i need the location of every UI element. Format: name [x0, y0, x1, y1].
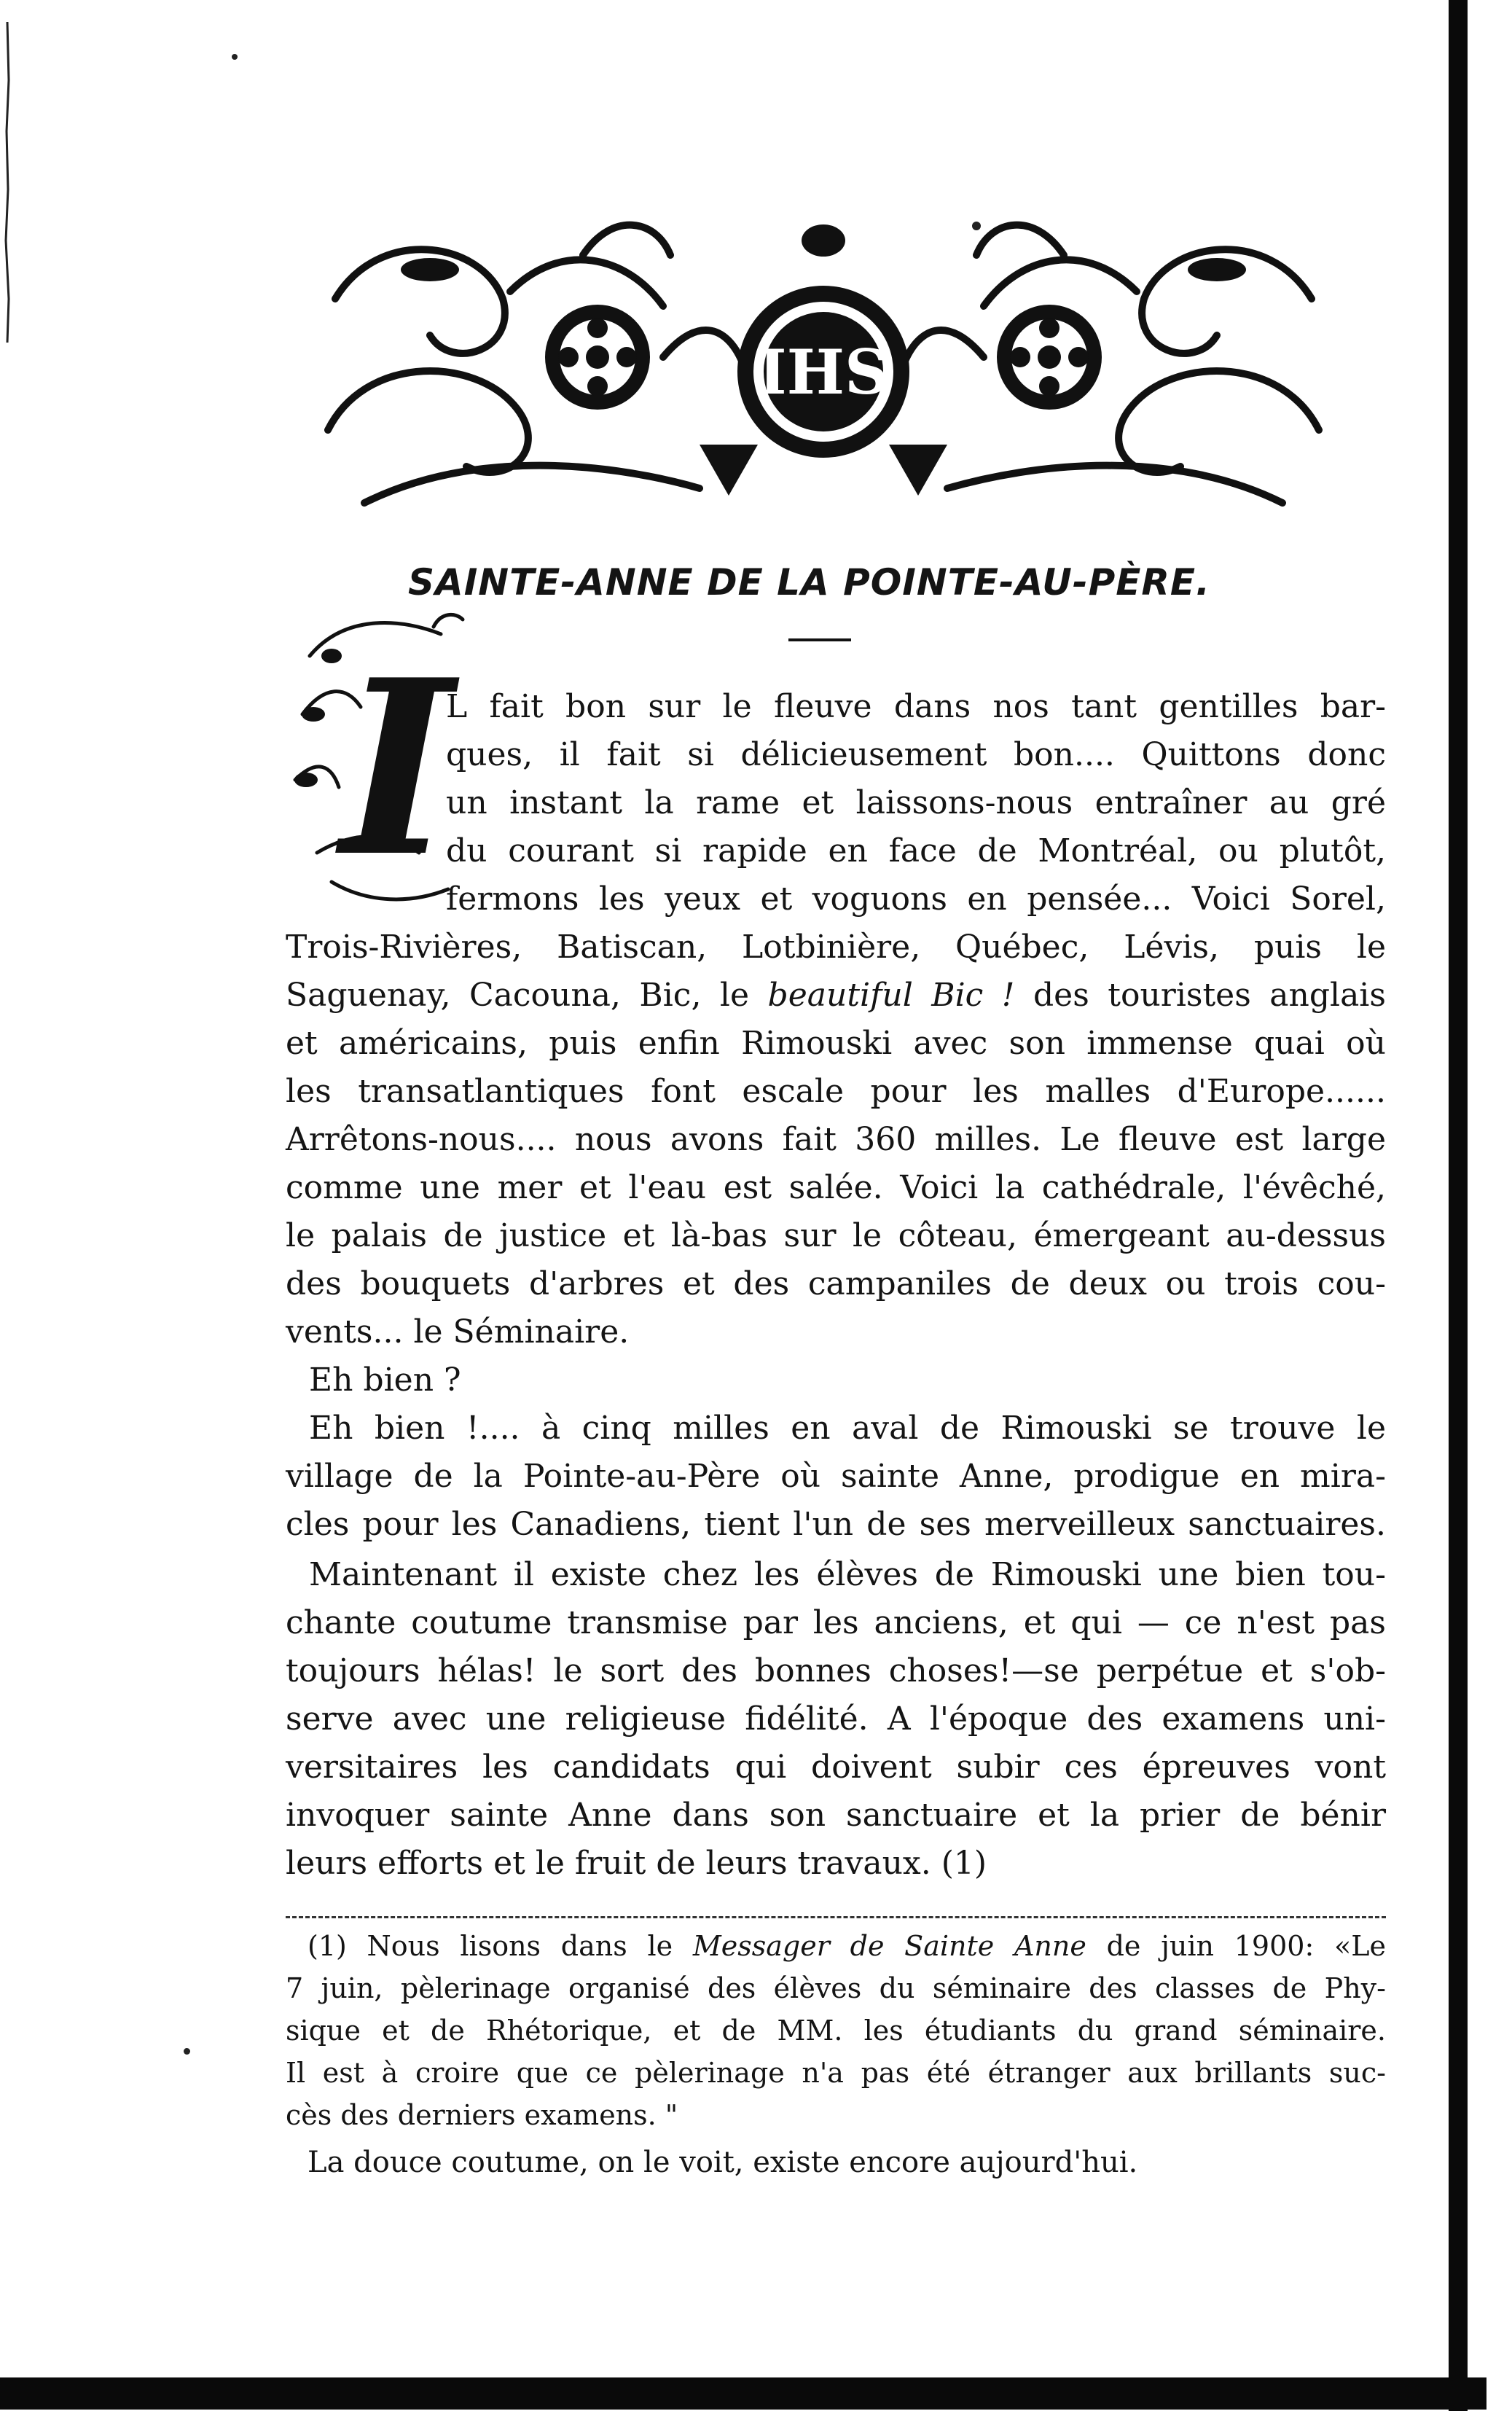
text-line: L fait bon sur le fleuve dans nos tant gentilles bar-: [446, 688, 1386, 725]
footnote-line: Il est à croire que ce pèlerinage n'a pas été étranger aux brillants suc-: [286, 2057, 1386, 2089]
text-line: serve avec une religieuse fidélité. A l'époque des examens uni-: [286, 1700, 1386, 1738]
text-line: des bouquets d'arbres et des campaniles de deux ou trois cou-: [286, 1265, 1386, 1302]
text-line: Eh bien ?: [309, 1361, 461, 1399]
text-line: Trois-Rivières, Batiscan, Lotbinière, Québec, Lévis, puis le: [286, 929, 1386, 966]
footnote-line: cès des derniers examens. ": [286, 2099, 678, 2131]
text-line: un instant la rame et laissons-nous entraîner au gré: [446, 784, 1386, 821]
stray-mark: [184, 2048, 190, 2055]
text-line: Maintenant il existe chez les élèves de Rimouski une bien tou-: [309, 1556, 1386, 1593]
text-line: comme une mer et l'eau est salée. Voici la cathédrale, l'évêché,: [286, 1169, 1386, 1206]
emphasis-text: Messager de Sainte Anne: [692, 1930, 1086, 1962]
text-line: toujours hélas! le sort des bonnes choses!—se perpétue et s'ob-: [286, 1652, 1386, 1689]
text-line: village de la Pointe-au-Père où sainte Anne, prodigue en mira-: [286, 1458, 1386, 1495]
text-line: versitaires les candidats qui doivent subir ces épreuves vont: [286, 1748, 1386, 1786]
footnote-line: sique et de Rhétorique, et de MM. les étudiants du grand séminaire.: [286, 2015, 1386, 2047]
drop-cap-initial: [288, 612, 470, 918]
text-segment: des touristes anglais: [1033, 977, 1386, 1014]
title-rule: [788, 638, 851, 641]
closing-line: La douce coutume, on le voit, existe encore aujourd'hui.: [308, 2146, 1138, 2179]
text-line: Eh bien !.... à cinq milles en aval de Rimouski se trouve le: [309, 1410, 1386, 1447]
drop-cap-letter: I: [340, 627, 454, 910]
text-line: et américains, puis enfin Rimouski avec son immense quai où: [286, 1025, 1386, 1062]
text-line: du courant si rapide en face de Montréal, ou plutôt,: [446, 832, 1386, 870]
text-line: les transatlantiques font escale pour les malles d'Europe......: [286, 1073, 1386, 1110]
text-line: cles pour les Canadiens, tient l'un de ses merveilleux sanctuaires.: [286, 1506, 1386, 1543]
chapter-title: SAINTE-ANNE DE LA POINTE-AU-PÈRE.: [408, 561, 1211, 603]
text-line: fermons les yeux et voguons en pensée... Voici Sorel,: [446, 880, 1386, 918]
footnote-line: [308, 1930, 1386, 1962]
scan-edge-marks: [1, 22, 13, 343]
text-line: ques, il fait si délicieusement bon.... Quittons donc: [446, 736, 1386, 773]
ornamental-headpiece: [321, 211, 1326, 517]
ihs-monogram: IHS: [758, 336, 889, 408]
text-segment: de juin 1900: «Le: [1106, 1930, 1386, 1962]
text-line: Arrêtons-nous.... nous avons fait 360 milles. Le fleuve est large: [286, 1121, 1386, 1158]
text-line: chante coutume transmise par les anciens, et qui — ce n'est pas: [286, 1604, 1386, 1641]
text-line: invoquer sainte Anne dans son sanctuaire et la prier de bénir: [286, 1797, 1386, 1834]
footnote-line: 7 juin, pèlerinage organisé des élèves du séminaire des classes de Phy-: [286, 1972, 1386, 2004]
text-line: [286, 977, 1386, 1014]
text-line: leurs efforts et le fruit de leurs travaux. (1): [286, 1845, 987, 1882]
text-segment: Saguenay, Cacouna, Bic, le: [286, 977, 750, 1014]
text-segment: (1) Nous lisons dans le: [308, 1930, 673, 1962]
page-edge-bottom: [0, 2377, 1486, 2410]
page-edge-right: [1449, 0, 1468, 2411]
emphasis-text: beautiful Bic !: [767, 977, 1015, 1014]
stray-mark: [232, 54, 238, 60]
text-line: le palais de justice et là-bas sur le côteau, émergeant au-dessus: [286, 1217, 1386, 1254]
footnote-rule: [286, 1916, 1386, 1918]
text-line: vents... le Séminaire.: [286, 1313, 630, 1351]
